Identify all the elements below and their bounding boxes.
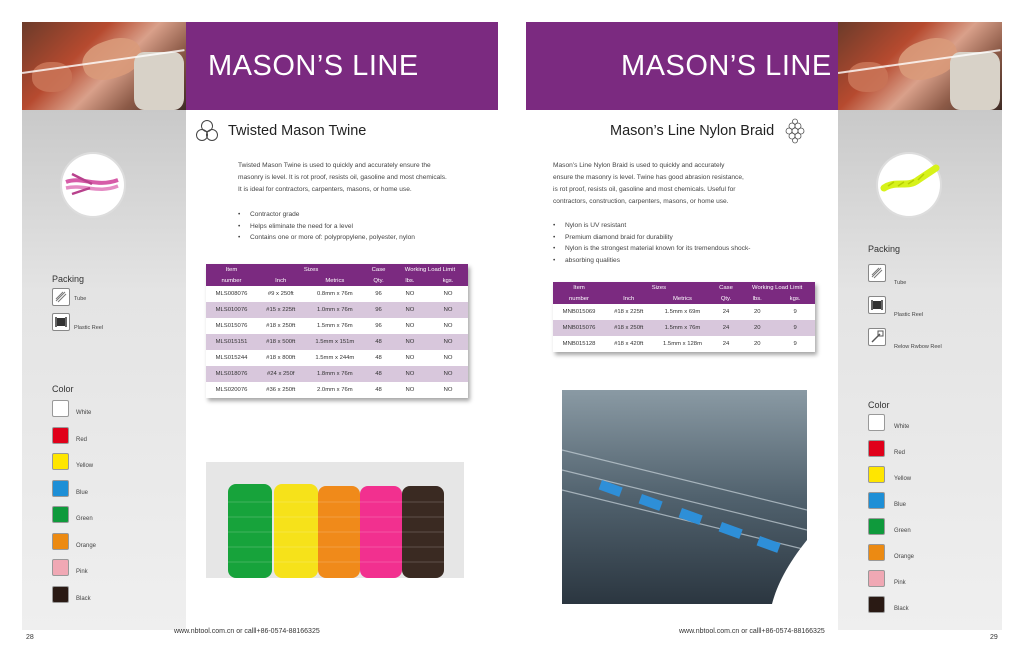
- tube-icon: [52, 288, 70, 306]
- table-cell: #18 x 250ft: [266, 323, 296, 329]
- table-cell: MLS010076: [206, 302, 257, 318]
- product-subtitle: [610, 118, 808, 144]
- table-cell: NO: [405, 291, 415, 297]
- table-cell: 20: [753, 309, 761, 315]
- table-cell: 1.5mm x 69m: [664, 309, 701, 315]
- color-swatch-black: [868, 596, 885, 613]
- table-row: [206, 302, 468, 318]
- table-cell: 48: [365, 366, 392, 382]
- header-item: Item: [206, 264, 257, 275]
- header-sizes: Sizes: [605, 282, 713, 293]
- feature-item: • absorbing qualities: [553, 255, 783, 267]
- table-row: [206, 334, 468, 350]
- table-cell: 1.0mm x 76m: [304, 302, 365, 318]
- table-cell: 1.8mm x 76m: [304, 366, 365, 382]
- color-swatch-yellow: [52, 453, 69, 470]
- table-cell: NO: [392, 302, 428, 318]
- header-number: number: [553, 293, 605, 304]
- table-header-row: [206, 264, 468, 275]
- table-cell: #18 x 420ft: [614, 341, 644, 347]
- packing-title: Packing: [868, 244, 901, 254]
- header-inch: Inch: [605, 293, 652, 304]
- color-label: Yellow: [76, 463, 94, 469]
- color-title: Color: [52, 384, 74, 394]
- color-swatch-red: [868, 440, 885, 457]
- table-cell: MLS015076: [215, 323, 248, 329]
- packing-title: Packing: [52, 274, 85, 284]
- section-banner: MASON’S LINE: [526, 22, 838, 110]
- table-cell: 1.5mm x 128m: [663, 341, 702, 347]
- table-subheader-row: [206, 275, 468, 286]
- section-banner: MASON’S LINE: [186, 22, 498, 110]
- color-title: Color: [868, 400, 890, 410]
- feature-item: • Nylon is UV resistant: [553, 220, 783, 232]
- header-item: Item: [553, 282, 605, 293]
- color-swatch-black: [52, 586, 69, 603]
- table-cell: NO: [443, 355, 453, 361]
- product-name: Mason’s Line Nylon Braid: [610, 123, 775, 139]
- table-row: [206, 366, 468, 382]
- color-swatch-green: [868, 518, 885, 535]
- packing-tube-label: Tube: [894, 280, 907, 286]
- spec-table: [553, 282, 815, 352]
- packing-plastic-reel-label: Plastic Reel: [894, 312, 924, 318]
- color-label: Orange: [76, 542, 97, 549]
- table-cell: NO: [428, 334, 468, 350]
- table-cell: #15 x 225ft: [257, 302, 304, 318]
- packing-rewind-reel-label: Relow Rwbow Reel: [894, 344, 942, 350]
- color-label: White: [894, 424, 910, 430]
- header-case: Case: [365, 264, 392, 275]
- color-swatch-white: [868, 414, 885, 431]
- header-wll: Working Load Limit: [739, 282, 815, 293]
- table-subheader-row: [553, 293, 815, 304]
- hands-photo: [22, 22, 186, 110]
- color-label: Red: [894, 450, 906, 456]
- color-label: Blue: [76, 489, 89, 496]
- feature-item: • Premium diamond braid for durability: [553, 232, 783, 244]
- color-label: Yellow: [894, 476, 912, 482]
- color-label: Green: [76, 516, 93, 522]
- table-cell: 9: [793, 309, 797, 315]
- color-swatch-blue: [868, 492, 885, 509]
- header-number: number: [206, 275, 257, 286]
- right-side-panel: [838, 110, 1002, 630]
- table-cell: NO: [405, 355, 415, 361]
- table-cell: 48: [375, 387, 382, 393]
- footer-contact: www.nbtool.com.cn or calll+86-0574-88166325: [679, 628, 825, 635]
- product-description: Twisted Mason Twine is used to quickly and accurately ensure the masonry is level. It is rot proof, resists oil, gasoline and most chemicals. It is ideal for contractors, carpenters, masons, or home use.: [238, 162, 447, 193]
- product-description: Mason’s Line Nylon Braid is used to quickly and accurately ensure the masonry is level. Twine has good abrasion resistance, is rot proof, resists oil, gasoline and most chemicals. Useful for contractors, construction, carpenters, masons, or home use.: [553, 162, 744, 205]
- hands-photo: [838, 22, 1002, 110]
- color-label: Black: [76, 595, 91, 602]
- color-label: Pink: [894, 580, 906, 586]
- table-cell: 48: [375, 355, 382, 361]
- table-row: [553, 320, 815, 336]
- plastic-reel-icon: [868, 296, 886, 314]
- rewind-reel-icon: [868, 328, 886, 346]
- table-cell: 96: [375, 323, 382, 329]
- feature-item: • Contractor grade: [238, 209, 468, 221]
- feature-item: • Nylon is the strongest material known for its tremendous shock-: [553, 243, 783, 255]
- header-sizes: Sizes: [257, 264, 365, 275]
- twine-spools-photo: [206, 462, 464, 578]
- color-swatch-red: [52, 427, 69, 444]
- twine-sample-image: [62, 154, 124, 216]
- color-swatch-blue: [52, 480, 69, 497]
- color-swatch-white: [52, 400, 69, 417]
- header-qty: Qty.: [713, 293, 740, 304]
- table-row: [206, 318, 468, 334]
- table-cell: 96: [365, 302, 392, 318]
- table-header-row: [553, 282, 815, 293]
- table-cell: MLS018076: [206, 366, 257, 382]
- table-cell: MLS020076: [215, 387, 248, 393]
- color-swatch-orange: [52, 533, 69, 550]
- table-cell: NO: [428, 366, 468, 382]
- packing-plastic-reel-label: Plastic Reel: [74, 325, 104, 331]
- color-label: Green: [894, 528, 911, 534]
- color-swatch-green: [52, 506, 69, 523]
- color-label: Red: [76, 436, 88, 443]
- table-cell: 1.5mm x 76m: [317, 323, 353, 329]
- table-cell: MNB015069: [562, 309, 596, 315]
- product-subtitle: [194, 118, 366, 144]
- table-cell: 20: [753, 341, 761, 347]
- color-swatch-yellow: [868, 466, 885, 483]
- table-cell: 2.0mm x 76m: [317, 387, 353, 393]
- header-lbs: lbs.: [392, 275, 428, 286]
- left-page: [0, 0, 510, 669]
- header-metrics: Metrics: [304, 275, 365, 286]
- braid-sample-image: [878, 154, 940, 216]
- table-cell: NO: [443, 323, 453, 329]
- color-swatch-pink: [52, 559, 69, 576]
- plastic-reel-icon: [52, 313, 70, 331]
- table-cell: #24 x 250f: [257, 366, 304, 382]
- table-cell: 1.5mm x 76m: [652, 320, 712, 336]
- table-cell: 1.5mm x 244m: [315, 355, 355, 361]
- color-swatch-orange: [868, 544, 885, 561]
- table-cell: NO: [443, 387, 453, 393]
- table-cell: NO: [392, 366, 428, 382]
- color-label: Blue: [894, 502, 907, 508]
- table-cell: #18 x 500ft: [257, 334, 304, 350]
- table-cell: 24: [713, 320, 740, 336]
- table-cell: MLS008076: [215, 291, 248, 297]
- product-name: Twisted Mason Twine: [228, 123, 367, 139]
- table-cell: NO: [405, 323, 415, 329]
- header-kgs: kgs.: [428, 275, 468, 286]
- factory-braiding-photo: [562, 390, 807, 604]
- table-row: [206, 286, 468, 302]
- header-metrics: Metrics: [652, 293, 712, 304]
- table-cell: #36 x 250ft: [266, 387, 296, 393]
- table-cell: 24: [722, 309, 730, 315]
- table-cell: 0.8mm x 76m: [317, 291, 353, 297]
- header-wll: Working Load Limit: [392, 264, 468, 275]
- table-cell: NO: [428, 302, 468, 318]
- page-number: 29: [990, 634, 998, 641]
- table-cell: MLS015244: [215, 355, 248, 361]
- twisted-strands-icon: [194, 118, 220, 144]
- table-cell: 1.5mm x 151m: [304, 334, 365, 350]
- table-cell: 9: [793, 341, 797, 347]
- table-row: [206, 350, 468, 366]
- header-case: Case: [713, 282, 740, 293]
- table-cell: 48: [365, 334, 392, 350]
- table-row: [553, 304, 815, 320]
- table-cell: NO: [405, 387, 415, 393]
- table-cell: #9 x 250ft: [267, 291, 294, 297]
- table-cell: MNB015076: [553, 320, 605, 336]
- feature-list: [238, 209, 468, 244]
- table-cell: 24: [722, 341, 730, 347]
- color-label: Black: [894, 606, 909, 612]
- packing-tube-label: Tube: [74, 296, 87, 302]
- tube-icon: [868, 264, 886, 282]
- left-side-panel: [22, 110, 186, 630]
- table-row: [553, 336, 815, 352]
- table-cell: #18 x 800ft: [266, 355, 296, 361]
- right-page: [514, 0, 1024, 669]
- color-label: White: [76, 410, 92, 416]
- table-cell: MLS015151: [206, 334, 257, 350]
- color-label: Orange: [894, 554, 915, 560]
- table-cell: NO: [392, 334, 428, 350]
- table-cell: #18 x 225ft: [614, 309, 644, 315]
- feature-list: [553, 220, 783, 266]
- table-cell: MNB015128: [562, 341, 596, 347]
- header-lbs: lbs.: [739, 293, 775, 304]
- table-cell: 20: [739, 320, 775, 336]
- header-kgs: kgs.: [775, 293, 815, 304]
- table-cell: 96: [375, 291, 382, 297]
- braid-strands-icon: [782, 118, 808, 144]
- table-cell: NO: [443, 291, 453, 297]
- footer-contact: www.nbtool.com.cn or calll+86-0574-88166325: [174, 628, 320, 635]
- header-inch: Inch: [257, 275, 304, 286]
- header-qty: Qty.: [365, 275, 392, 286]
- page-number: 28: [26, 634, 34, 641]
- feature-item: • Contains one or more of: polypropylene, polyester, nylon: [238, 232, 468, 244]
- color-label: Pink: [76, 569, 88, 575]
- color-swatch-pink: [868, 570, 885, 587]
- table-cell: #18 x 250ft: [605, 320, 652, 336]
- table-row: [206, 382, 468, 398]
- feature-item: • Helps eliminate the need for a level: [238, 221, 468, 233]
- table-cell: 9: [775, 320, 815, 336]
- spec-table: [206, 264, 468, 398]
